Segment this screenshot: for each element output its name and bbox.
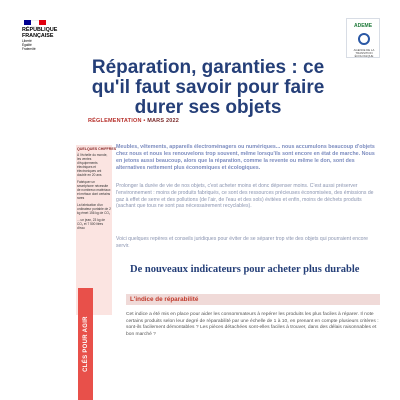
motto-line-1: Liberté (22, 39, 32, 43)
ademe-logo (346, 18, 380, 58)
republic-name (22, 27, 57, 39)
section-heading: De nouveaux indicateurs pour acheter plus durable (130, 264, 360, 275)
flag-white-stripe (31, 20, 38, 27)
motto-line-2: Égalité (22, 42, 32, 47)
document-meta (88, 118, 179, 124)
meta-separator: • (143, 118, 148, 124)
document-category: RÉGLEMENTATION (88, 118, 142, 124)
lead-paragraph: Meubles, vêtements, appareils électroménagers ou numériques... nous accumulons beaucoup d'objets chez nous et nous les renouvelons trop souvent, même lorsqu'ils sont encore en état de marche. Nous en jetons aussi beaucoup, alors que la réparation, comme la revente ou même le don, sont des alternatives nettement plus économiques et écologiques. (116, 144, 375, 171)
body-paragraph-2: Prolonger la durée de vie de nos objets, c'est acheter moins et donc dépenser moins. C'est aussi préserver l'environnement : moins de produits fabriqués, ce sont des ressources précieuses économisées, des émissions de gaz à effet de serre et des pollutions (de l'air, de l'eau et des sols) évitées et enfin, moins de déchets produits (sachant que tous ne sont pas nécessairement recyclables). (116, 183, 374, 210)
ademe-logo-icon (358, 33, 370, 45)
key-figure-item: À l'échelle du monde, les ventes d'équipements électriques et électroniques ont doublé en 20 ans (77, 153, 108, 177)
page-title: Réparation, garanties : ce qu'il faut savoir pour faire durer ses objets (91, 57, 325, 118)
republic-line-1: RÉPUBLIQUE (22, 27, 58, 33)
republic-line-2: FRANÇAISE (22, 33, 54, 39)
key-figure-item: La fabrication d'un ordinateur portable de 2 kg émet 156 kg de CO₂ (77, 203, 111, 215)
section-band-text: CLÉS POUR AGIR (82, 316, 89, 372)
flag-blue-stripe (24, 20, 31, 25)
body-paragraph-4: Cet indice a été mis en place pour aider les consommateurs à repérer les produits les plus faciles à réparer. Il note certains produits selon leur degré de réparabilité par une échelle de 1 à 10, en prenant en compte plusieurs critères : sont-ils facilement démontables ? Les pièces détachées sont-elles faciles à trouver, dans des délais raisonnables et bon marché ? (126, 312, 379, 337)
key-figures-text (77, 153, 111, 233)
subheading: L'indice de réparabilité (130, 296, 199, 303)
french-flag-icon (24, 20, 46, 25)
ademe-logo-name: ADEME (353, 23, 373, 29)
body-paragraph-3: Voici quelques repères et conseils juridiques pour éviter de se séparer trop vite des objets qui pourraient encore servir. (116, 236, 369, 249)
key-figures-title: QUELQUES CHIFFRES (77, 147, 117, 151)
key-figure-item: ... un jean, 23 kg de CO₂ et 7 500 litres d'eau (77, 218, 105, 230)
key-figure-item: Fabriquer un smartphone nécessite de nombreux matériaux et métaux dont certains rares (77, 180, 111, 200)
flag-red-stripe (39, 20, 46, 25)
motto-line-3: Fraternité (22, 46, 36, 51)
section-band-label (78, 288, 93, 400)
ademe-tagline: AGENCE DE LA TRANSITION ÉCOLOGIQUE (353, 48, 375, 59)
republic-motto (22, 40, 36, 51)
document-date: MARS 2022 (147, 118, 179, 124)
